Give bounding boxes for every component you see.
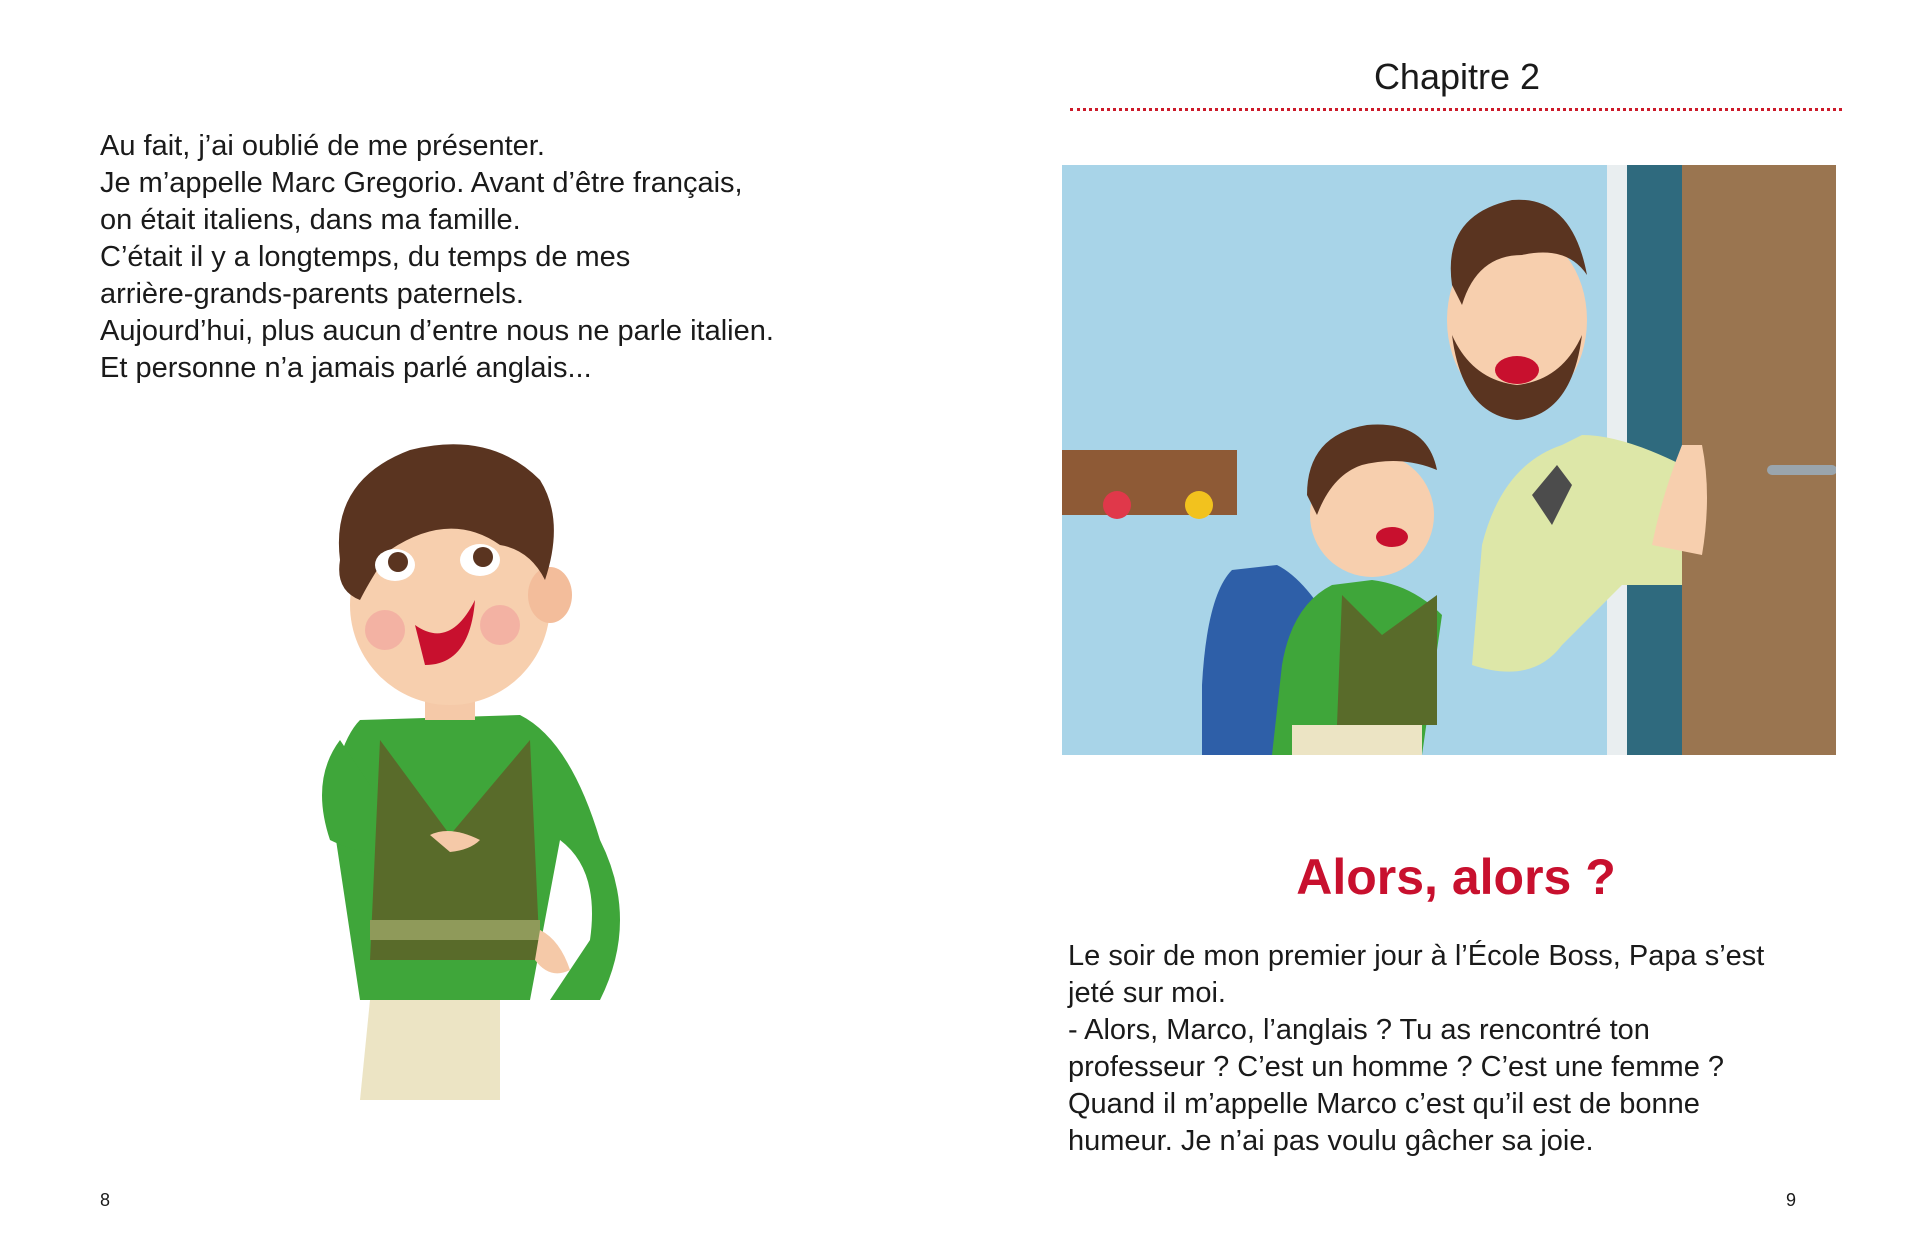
- father-son-illustration: [1062, 165, 1836, 755]
- intro-line: Et personne n’a jamais parlé anglais...: [100, 352, 592, 384]
- boy-illustration: [300, 440, 680, 1100]
- intro-line: Aujourd’hui, plus aucun d’entre nous ne parle italien.: [100, 315, 774, 347]
- story-line: Quand il m’appelle Marco c’est qu’il est de bonne: [1068, 1088, 1700, 1120]
- intro-line: Au fait, j’ai oublié de me présenter.: [100, 130, 545, 162]
- intro-line: Je m’appelle Marc Gregorio. Avant d’être français,: [100, 167, 743, 199]
- story-paragraph: [1068, 938, 1848, 1160]
- intro-line: C’était il y a longtemps, du temps de mes: [100, 241, 631, 273]
- chapter-divider: [1070, 108, 1842, 111]
- story-line: - Alors, Marco, l’anglais ? Tu as rencontré ton: [1068, 1014, 1650, 1046]
- intro-paragraph: [100, 128, 860, 387]
- chapter-label: Chapitre 2: [1373, 56, 1541, 97]
- story-line: jeté sur moi.: [1068, 977, 1226, 1009]
- intro-line: on était italiens, dans ma famille.: [100, 204, 521, 236]
- story-line: humeur. Je n’ai pas voulu gâcher sa joie.: [1068, 1125, 1594, 1157]
- story-line: Le soir de mon premier jour à l’École Boss, Papa s’est: [1068, 940, 1765, 972]
- section-title: Alors, alors ?: [1296, 849, 1616, 905]
- intro-line: arrière-grands-parents paternels.: [100, 278, 524, 310]
- story-line: professeur ? C’est un homme ? C’est une femme ?: [1068, 1051, 1725, 1083]
- page-number-right: 9: [1786, 1190, 1797, 1210]
- page-number-left: 8: [100, 1190, 111, 1210]
